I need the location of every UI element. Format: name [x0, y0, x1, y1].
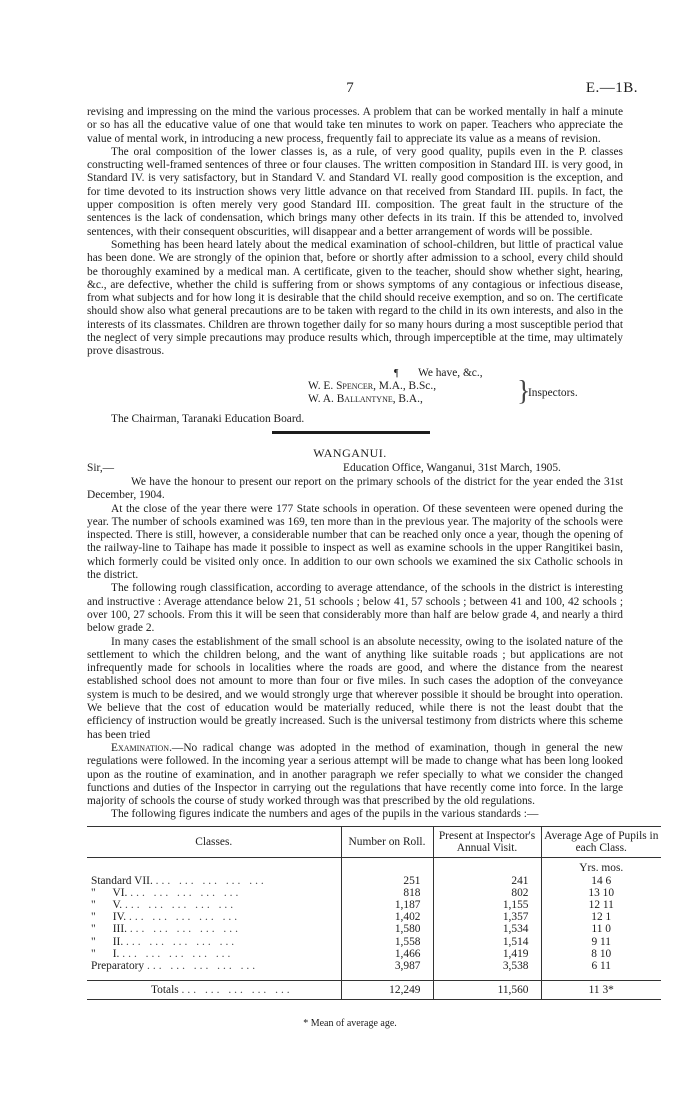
- pupils-table: [87, 826, 661, 1000]
- margin-marker: ¶: [394, 368, 399, 379]
- table-row: " VI. ... ... ... ... ... 818 802 13 10: [87, 887, 661, 899]
- class-label: " IV.: [91, 911, 127, 924]
- paragraph-medical-examination: Something has been heard lately about the medical examination of school-children, but little of practical value has been done. We are strongly of the opinion that, before or shortly after admission to a school, every child should be thoroughly examined by a medical man. A certificate, given to the teacher, should show whether sight, hearing, &c., are defective, whether the child is suffering from or shows symptoms of any contagious or infectious disease, from what subjects and for how long it is desirable that the child should receive exemption, and so on. The certificate should show also what general precautions are to be taken with regard to the child in its own interests, and also in the interests of its classmates. Children are thrown together daily for so many hours during a most susceptible period that the neglect of very simple precautions may produce results which, through imperceptible at the time, may ultimately prove disastrous.: [87, 238, 623, 358]
- class-label: " III.: [91, 923, 127, 936]
- page-number: 7: [346, 80, 354, 96]
- present-value: 1,534: [433, 923, 541, 935]
- age-value: 12 1: [541, 911, 661, 923]
- paragraph-schools: At the close of the year there were 177 State schools in operation. Of these seventeen were opened during the year. The number of schools examined was 169, ten more than in the previous year. The majority of the schools were inspected. There is still, however, a considerable number that can be reached only once a year, though the opening of the railway-line to Taihape has made it possible to inspect as well as examine schools in the upper Rangitikei basin, which formerly could be visited only once. In addition to our own schools we examined the six Catholic schools in the district.: [87, 502, 623, 582]
- paragraph-small-schools: In many cases the establishment of the small school is an absolute necessity, owing to the isolated nature of the settlement to which the children belong, and the want of anything like suitable roads ; but applications are not infrequently made for schools in localities where the roads are good, and where the distance from the nearest established school does not amount to more than four or five miles. In such cases the adoption of the conveyance system is much to be desired, and we would strongly urge that wherever possible it should be brought into operation. We believe that the cost of education would be materially reduced, while there is not the least doubt that the efficiency of instruction would be greatly increased. Such is the universal testimony from districts where this scheme has been tried: [87, 635, 623, 741]
- present-value: 1,514: [433, 936, 541, 948]
- table-row: " V. ... ... ... ... ... 1,187 1,155 12 11: [87, 899, 661, 911]
- totals-age: 11 3*: [541, 981, 661, 1000]
- age-value: 9 11: [541, 936, 661, 948]
- class-label: " II.: [91, 935, 124, 948]
- header-classes: Classes.: [87, 827, 341, 858]
- table-footnote: * Mean of average age.: [303, 1018, 397, 1029]
- table-row: Standard VII. ... ... ... ... ... 251 241 14 6: [87, 875, 661, 887]
- section-title-wanganui: WANGANUI.: [313, 446, 387, 460]
- table-header-row: [87, 827, 661, 858]
- age-value: 11 0: [541, 923, 661, 935]
- roll-value: 1,187: [341, 899, 433, 911]
- present-value: 802: [433, 887, 541, 899]
- section-divider: [272, 431, 430, 434]
- totals-label: Totals: [151, 984, 179, 997]
- paragraph-revision: revising and impressing on the mind the various processes. A problem that can be worked mentally in half a minute or so has all the educative value of one that would take ten minutes to work on paper. Teachers who appreciate the value of mental work, in introducing a new process, frequently fail to appreciate its value as a means of revision.: [87, 106, 623, 145]
- units-row: [87, 858, 661, 875]
- paragraph-intro: We have the honour to present our report on the primary schools of the district for the year ended the 31st December, 1904.: [87, 476, 623, 502]
- present-value: 3,538: [433, 960, 541, 981]
- roll-value: 818: [341, 887, 433, 899]
- class-label: " I.: [91, 947, 120, 960]
- age-value: 8 10: [541, 948, 661, 960]
- document-reference: E.—1B.: [585, 80, 638, 96]
- addressee: The Chairman, Taranaki Education Board.: [111, 413, 305, 425]
- signature-name-spencer: W. E. Spencer, M.A., B.Sc.,: [308, 380, 437, 392]
- present-value: 1,357: [433, 911, 541, 923]
- signature-title: Inspectors.: [528, 387, 578, 399]
- present-value: 241: [433, 875, 541, 887]
- paragraph-composition: The oral composition of the lower classes is, as a rule, of very good quality, pupils even in the P. classes constructing well-framed sentences of three or four clauses. The written composition in Standard III. is very good, in Standard IV. is very satisfactory, but in Standard V. and Standard VI. really good composition is the exception, and for time devoted to its instruction shows very little advance on that received from Standard III. pupils. In fact, the upper composition is often merely very good Standard III. composition. The great fault in the structure of the sentences is the lack of condensation, which brings many other defects in its train. If this be attended to, involved sentences, with their consequent obscurities, will disappear and a better arrangement of words will be possible.: [87, 145, 623, 238]
- dateline: Education Office, Wanganui, 31st March, 1905.: [343, 462, 561, 474]
- roll-value: 1,402: [341, 911, 433, 923]
- age-value: 13 10: [541, 887, 661, 899]
- class-label: " VI.: [91, 886, 128, 899]
- paragraph-table-intro: The following figures indicate the numbers and ages of the pupils in the various standards :—: [111, 808, 539, 821]
- age-value: 12 11: [541, 899, 661, 911]
- table-row: " I. ... ... ... ... ... 1,466 1,419 8 10: [87, 948, 661, 960]
- signature-closing: We have, &c.,: [418, 367, 483, 379]
- paragraph-classification: The following rough classification, according to average attendance, of the schools in the district is interesting and instructive : Average attendance below 21, 51 schools ; below 41, 57 schools ; between 41 and 100, 42 schools ; over 100, 27 schools. From this it will be seen that considerably more than half are below grade 4, and nearly a third below grade 2.: [87, 582, 623, 635]
- totals-present: 11,560: [433, 981, 541, 1000]
- roll-value: 3,987: [341, 960, 433, 981]
- roll-value: 1,558: [341, 936, 433, 948]
- roll-value: 1,466: [341, 948, 433, 960]
- class-label: Preparatory: [91, 960, 145, 973]
- age-value: 6 11: [541, 960, 661, 981]
- roll-value: 251: [341, 875, 433, 887]
- age-units: Yrs. mos.: [541, 858, 661, 875]
- header-roll: Number on Roll.: [341, 827, 433, 858]
- header-age: Average Age of Pupils in each Class.: [541, 827, 661, 858]
- table-row: Preparatory ... ... ... ... ... 3,987 3,538 6 11: [87, 960, 661, 981]
- signature-brace: }: [517, 376, 531, 407]
- table-row: " IV. ... ... ... ... ... 1,402 1,357 12 1: [87, 911, 661, 923]
- examination-heading: Examination: [111, 741, 170, 754]
- totals-row: Totals ... ... ... ... ... 12,249 11,560 11 3*: [87, 981, 661, 1000]
- class-label: Standard VII.: [91, 874, 153, 887]
- wanganui-report-body: [87, 476, 623, 822]
- present-value: 1,419: [433, 948, 541, 960]
- salutation: Sir,—: [87, 462, 115, 474]
- class-label: " V.: [91, 899, 123, 912]
- paragraph-examination: Examination.—No radical change was adopted in the method of examination, though in general the new regulations were followed. In the incoming year a serious attempt will be made to change what has been long looked upon as the routine of examination, and in another paragraph we refer specially to what we consider the changed functions and duties of the Inspector in carrying out the regulations that have recently come into force. In the large majority of schools the course of study worked through was that prescribed by the old regulations.: [87, 741, 623, 808]
- table-row: " II. ... ... ... ... ... 1,558 1,514 9 11: [87, 936, 661, 948]
- present-value: 1,155: [433, 899, 541, 911]
- signature-name-ballantyne: W. A. Ballantyne, B.A.,: [308, 393, 423, 405]
- totals-roll: 12,249: [341, 981, 433, 1000]
- taranaki-report-body: [87, 106, 623, 359]
- header-present: Present at Inspector's Annual Visit.: [433, 827, 541, 858]
- roll-value: 1,580: [341, 923, 433, 935]
- table-row: " III. ... ... ... ... ... 1,580 1,534 11 0: [87, 923, 661, 935]
- age-value: 14 6: [541, 875, 661, 887]
